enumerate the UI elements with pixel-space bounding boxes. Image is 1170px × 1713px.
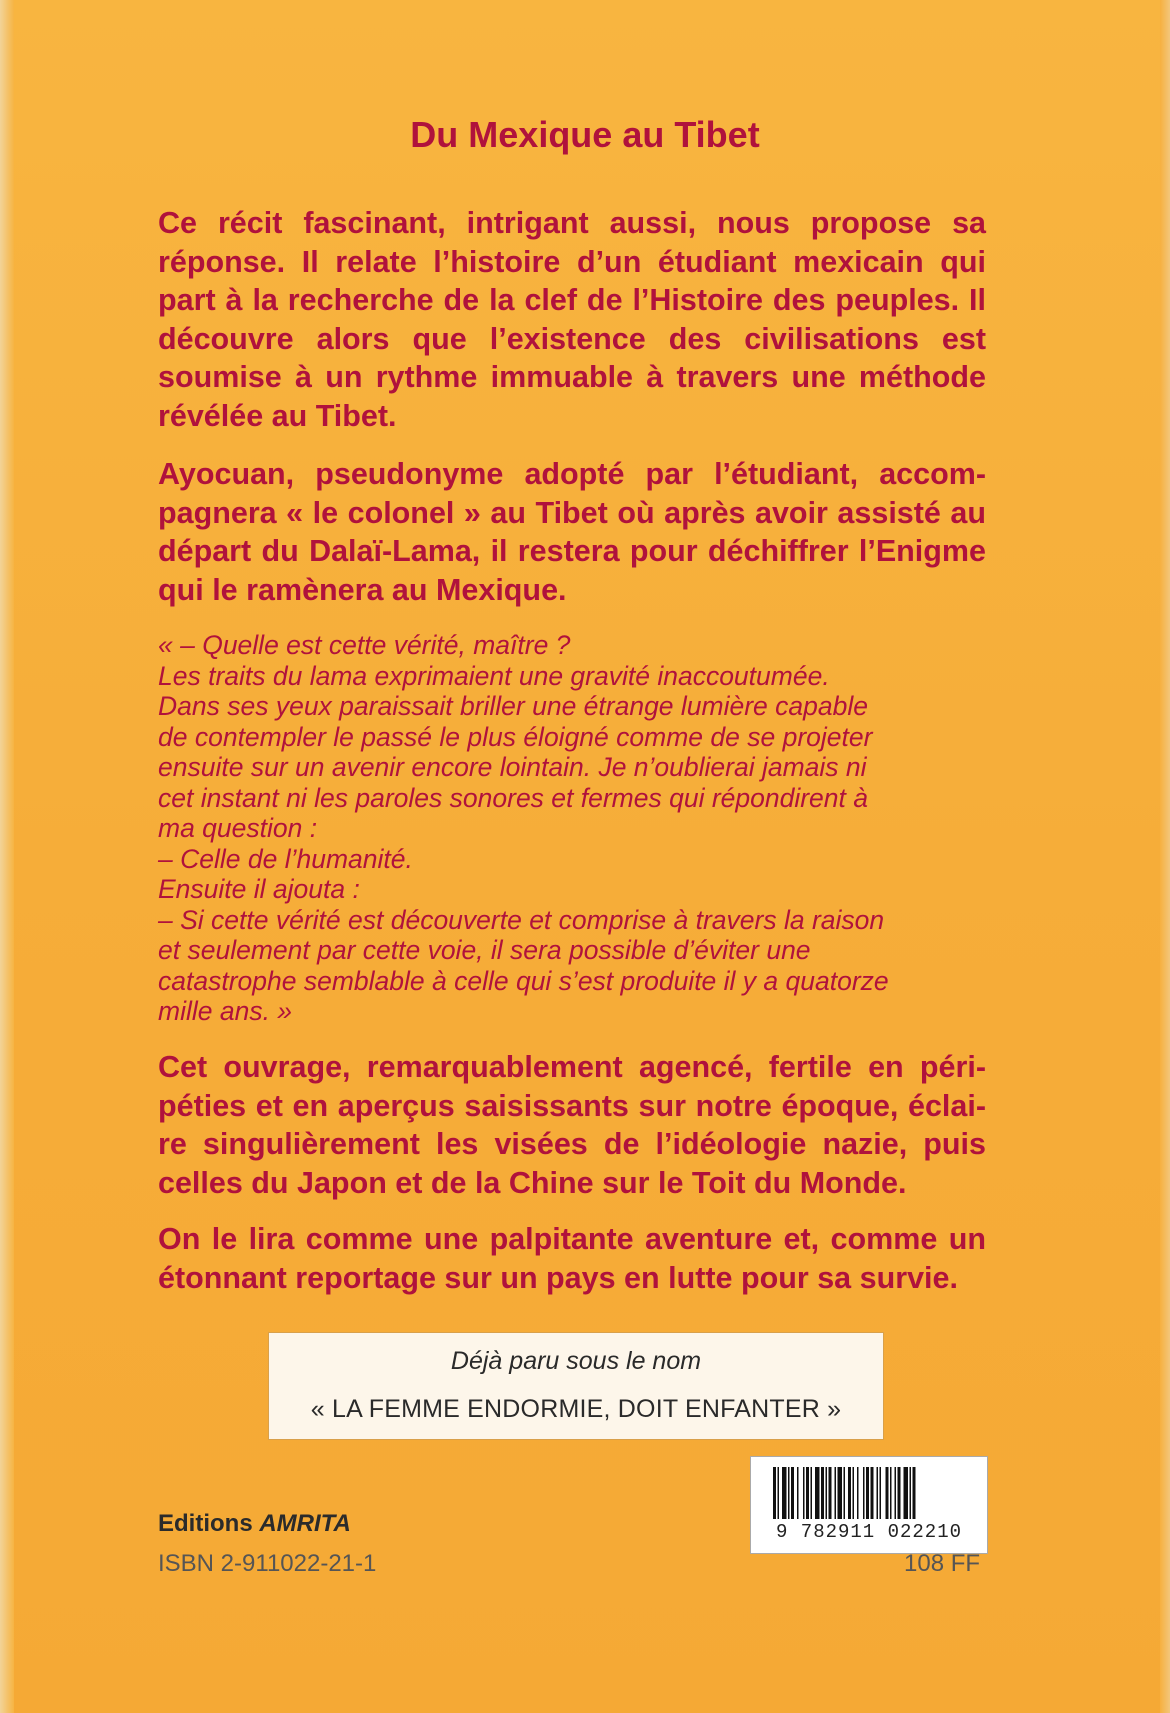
barcode-bar	[803, 1467, 805, 1519]
barcode-bar	[853, 1467, 855, 1519]
barcode-bar	[778, 1467, 780, 1519]
barcode-bar	[791, 1467, 794, 1519]
barcode-bar	[797, 1467, 799, 1519]
quote-line: ensuite sur un avenir encore lointain. Je n’oublierai jamais ni	[158, 752, 867, 782]
barcode-bar	[829, 1467, 832, 1519]
barcode-bar	[857, 1467, 859, 1519]
publisher-prefix: Editions	[158, 1510, 260, 1537]
barcode-bar	[782, 1467, 787, 1519]
barcode-bar	[848, 1467, 851, 1519]
barcode-bar	[773, 1467, 776, 1519]
quote-line: ma question :	[158, 813, 318, 843]
price: 108 FF	[904, 1550, 981, 1577]
barcode-bar	[863, 1467, 865, 1519]
barcode-bar	[844, 1467, 846, 1519]
quote-line: cet instant ni les paroles sonores et fermes qui répondirent à	[158, 782, 869, 813]
previous-title-caption: Déjà paru sous le nom	[450, 1347, 702, 1375]
barcode-bar	[871, 1467, 874, 1519]
quote-line: – Si cette vérité est découverte et comprise à travers la raison	[158, 904, 885, 935]
barcode-bar	[895, 1467, 897, 1519]
quote-line: Dans ses yeux paraissait briller une étrange lumière capable	[158, 691, 868, 721]
barcode	[750, 1456, 988, 1554]
barcode-bar	[880, 1467, 882, 1519]
barcode-bar	[826, 1467, 828, 1519]
barcode-bar	[890, 1467, 892, 1519]
barcode-bar	[821, 1467, 824, 1519]
quote-line: « – Quelle est cette vérité, maître ?	[158, 630, 571, 660]
previous-title: « LA FEMME ENDORMIE, DOIT ENFANTER »	[310, 1395, 842, 1423]
paragraph-ouvrage: Cet ouvrage, remarquablement agencé, fertile en péri-péties et en aperçus saisissants sur notre époque, éclai-re singulièrement les visées de l’idéologie nazie, puis celles du Japon et de la Chine sur le Toit du Monde.	[158, 1050, 986, 1200]
barcode-bar	[910, 1467, 912, 1519]
paragraph-intro: Ce récit fascinant, intrigant aussi, nous propose sa réponse. Il relate l’histoire d’un étudiant mexicain qui part à la recherche de la clef de l’Histoire des peuples. Il découvre alors que l’existence des civilisations est soumise à un rythme immuable à travers une méthode révélée au Tibet.	[158, 206, 986, 433]
barcode-bar	[815, 1467, 820, 1519]
barcode-bar	[898, 1467, 901, 1519]
barcode-digits: 9 782911 022210	[775, 1521, 963, 1543]
barcode-bars	[773, 1467, 965, 1519]
quote-line: de contempler le passé le plus éloigné comme de se projeter	[158, 721, 873, 752]
paragraph-aventure: On le lira comme une palpitante aventure et, comme un étonnant reportage sur un pays en lutte pour sa survie.	[158, 1222, 986, 1295]
previous-title-box	[268, 1332, 884, 1440]
quote-block	[158, 630, 990, 1027]
barcode-bar	[904, 1467, 909, 1519]
barcode-bar	[788, 1467, 790, 1519]
quote-line: mille ans. »	[158, 996, 293, 1026]
barcode-bar	[811, 1467, 813, 1519]
publisher-name: AMRITA	[259, 1510, 351, 1537]
quote-line: Ensuite il ajouta :	[158, 874, 360, 904]
barcode-bar	[913, 1467, 916, 1519]
barcode-bar	[886, 1467, 889, 1519]
paragraph-ayocuan: Ayocuan, pseudonyme adopté par l’étudiant, accom-pagnera « le colonel » au Tibet où après avoir assisté au départ du Dalaï-Lama, il restera pour déchiffrer l’Enigme qui le ramènera au Mexique.	[158, 457, 986, 607]
isbn: ISBN 2-911022-21-1	[158, 1550, 377, 1577]
quote-line: Les traits du lama exprimaient une gravité inaccoutumée.	[158, 660, 830, 691]
barcode-bar	[835, 1467, 837, 1519]
book-title: Du Mexique au Tibet	[410, 114, 760, 155]
barcode-bar	[866, 1467, 869, 1519]
barcode-bar	[838, 1467, 843, 1519]
quote-line: et seulement par cette voie, il sera possible d’éviter une	[158, 935, 811, 965]
publisher	[158, 1510, 351, 1538]
barcode-bar	[877, 1467, 879, 1519]
quote-line: – Celle de l’humanité.	[158, 843, 413, 874]
quote-line: catastrophe semblable à celle qui s’est produite il y a quatorze	[158, 965, 889, 996]
barcode-bar	[806, 1467, 809, 1519]
